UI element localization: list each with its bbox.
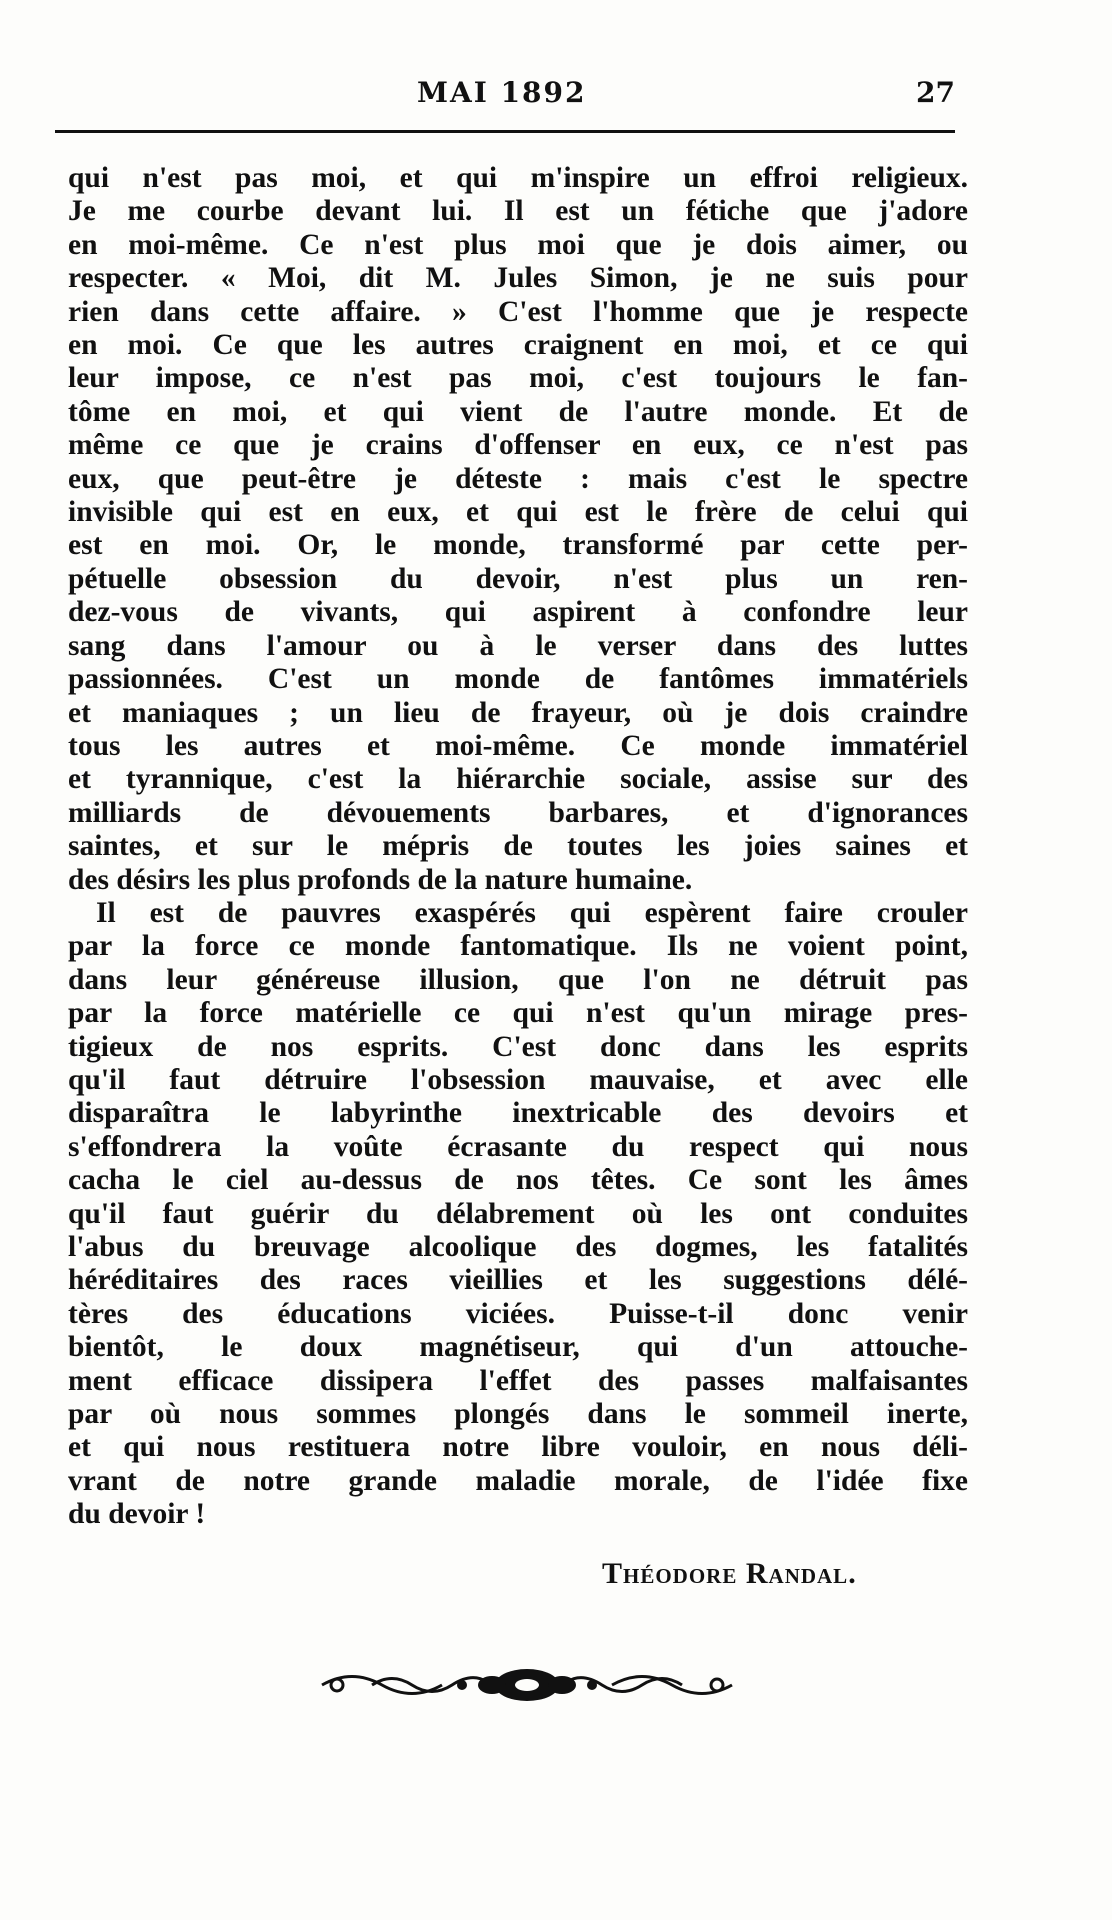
- text-line: qu'il faut guérir du délabrement où les ont conduites: [68, 1197, 968, 1230]
- text-line: même ce que je crains d'offenser en eux, ce n'est pas: [68, 429, 968, 462]
- text-line: l'abus du breuvage alcoolique des dogmes, les fatalités: [68, 1231, 968, 1263]
- text-line: saintes, et sur le mépris de toutes les joies saines et: [68, 830, 968, 863]
- text-line: s'effondrera la voûte écrasante du respect qui nous: [68, 1130, 968, 1163]
- text-line: qu'il faut détruire l'obsession mauvaise, et avec elle: [68, 1063, 968, 1096]
- text-line: disparaîtra le labyrinthe inextricable des devoirs et: [68, 1097, 968, 1130]
- text-line: respecter. « Moi, dit M. Jules Simon, je ne suis pour: [68, 262, 968, 295]
- text-line: invisible qui est en eux, et qui est le frère de celui qui: [68, 496, 968, 529]
- text-line: milliards de dévouements barbares, et d'ignorances: [68, 796, 968, 829]
- text-line: tères des éducations viciées. Puisse-t-il donc venir: [68, 1297, 968, 1330]
- text-line: par la force matérielle ce qui n'est qu'un mirage pres-: [68, 997, 968, 1030]
- author-signature: Théodore Randal.: [602, 1557, 857, 1590]
- text-line: cacha le ciel au-dessus de nos têtes. Ce sont les âmes: [68, 1164, 968, 1197]
- text-line: vrant de notre grande maladie morale, de l'idée fixe: [68, 1464, 968, 1497]
- page-number: 27: [916, 76, 955, 109]
- text-line: dans leur généreuse illusion, que l'on ne détruit pas: [68, 963, 968, 996]
- text-line: eux, que peut-être je déteste : mais c'est le spectre: [68, 462, 968, 495]
- text-line: par où nous sommes plongés dans le sommeil inerte,: [68, 1398, 968, 1431]
- text-line: du devoir !: [68, 1498, 206, 1531]
- text-line: dez-vous de vivants, qui aspirent à confondre leur: [68, 596, 968, 629]
- text-line: sang dans l'amour ou à le verser dans des luttes: [68, 629, 968, 662]
- page-header: [55, 68, 955, 118]
- text-line: rien dans cette affaire. » C'est l'homme que je respecte: [68, 295, 968, 328]
- decorative-ornament-icon: [312, 1660, 742, 1710]
- text-line: qui n'est pas moi, et qui m'inspire un effroi religieux.: [68, 162, 968, 194]
- header-rule: [55, 130, 955, 133]
- text-line: tigieux de nos esprits. C'est donc dans les esprits: [68, 1030, 968, 1063]
- text-line: par la force ce monde fantomatique. Ils ne voient point,: [68, 930, 968, 963]
- body-text: [68, 162, 998, 1532]
- text-line: des désirs les plus profonds de la nature humaine.: [68, 863, 693, 896]
- text-line: pétuelle obsession du devoir, n'est plus un ren-: [68, 562, 968, 595]
- text-line: passionnées. C'est un monde de fantômes immatériels: [68, 663, 968, 696]
- text-line: ment efficace dissipera l'effet des passes malfaisantes: [68, 1364, 968, 1397]
- text-line: leur impose, ce n'est pas moi, c'est toujours le fan-: [68, 362, 968, 395]
- text-line: et maniaques ; un lieu de frayeur, où je dois craindre: [68, 696, 968, 729]
- text-line: bientôt, le doux magnétiseur, qui d'un attouche-: [68, 1331, 968, 1364]
- running-title: MAI 1892: [417, 76, 587, 109]
- text-line: tôme en moi, et qui vient de l'autre monde. Et de: [68, 395, 968, 428]
- text-line: en moi-même. Ce n'est plus moi que je dois aimer, ou: [68, 228, 968, 261]
- text-line: est en moi. Or, le monde, transformé par cette per-: [68, 529, 968, 562]
- text-line: héréditaires des races vieillies et les suggestions délé-: [68, 1264, 968, 1297]
- text-line: et tyrannique, c'est la hiérarchie sociale, assise sur des: [68, 763, 968, 796]
- text-line: Il est de pauvres exaspérés qui espèrent faire crouler: [96, 896, 968, 929]
- text-line: en moi. Ce que les autres craignent en moi, et ce qui: [68, 329, 968, 362]
- text-line: tous les autres et moi-même. Ce monde immatériel: [68, 729, 968, 762]
- text-line: et qui nous restituera notre libre vouloir, en nous déli-: [68, 1431, 968, 1464]
- text-line: Je me courbe devant lui. Il est un fétiche que j'adore: [68, 195, 968, 228]
